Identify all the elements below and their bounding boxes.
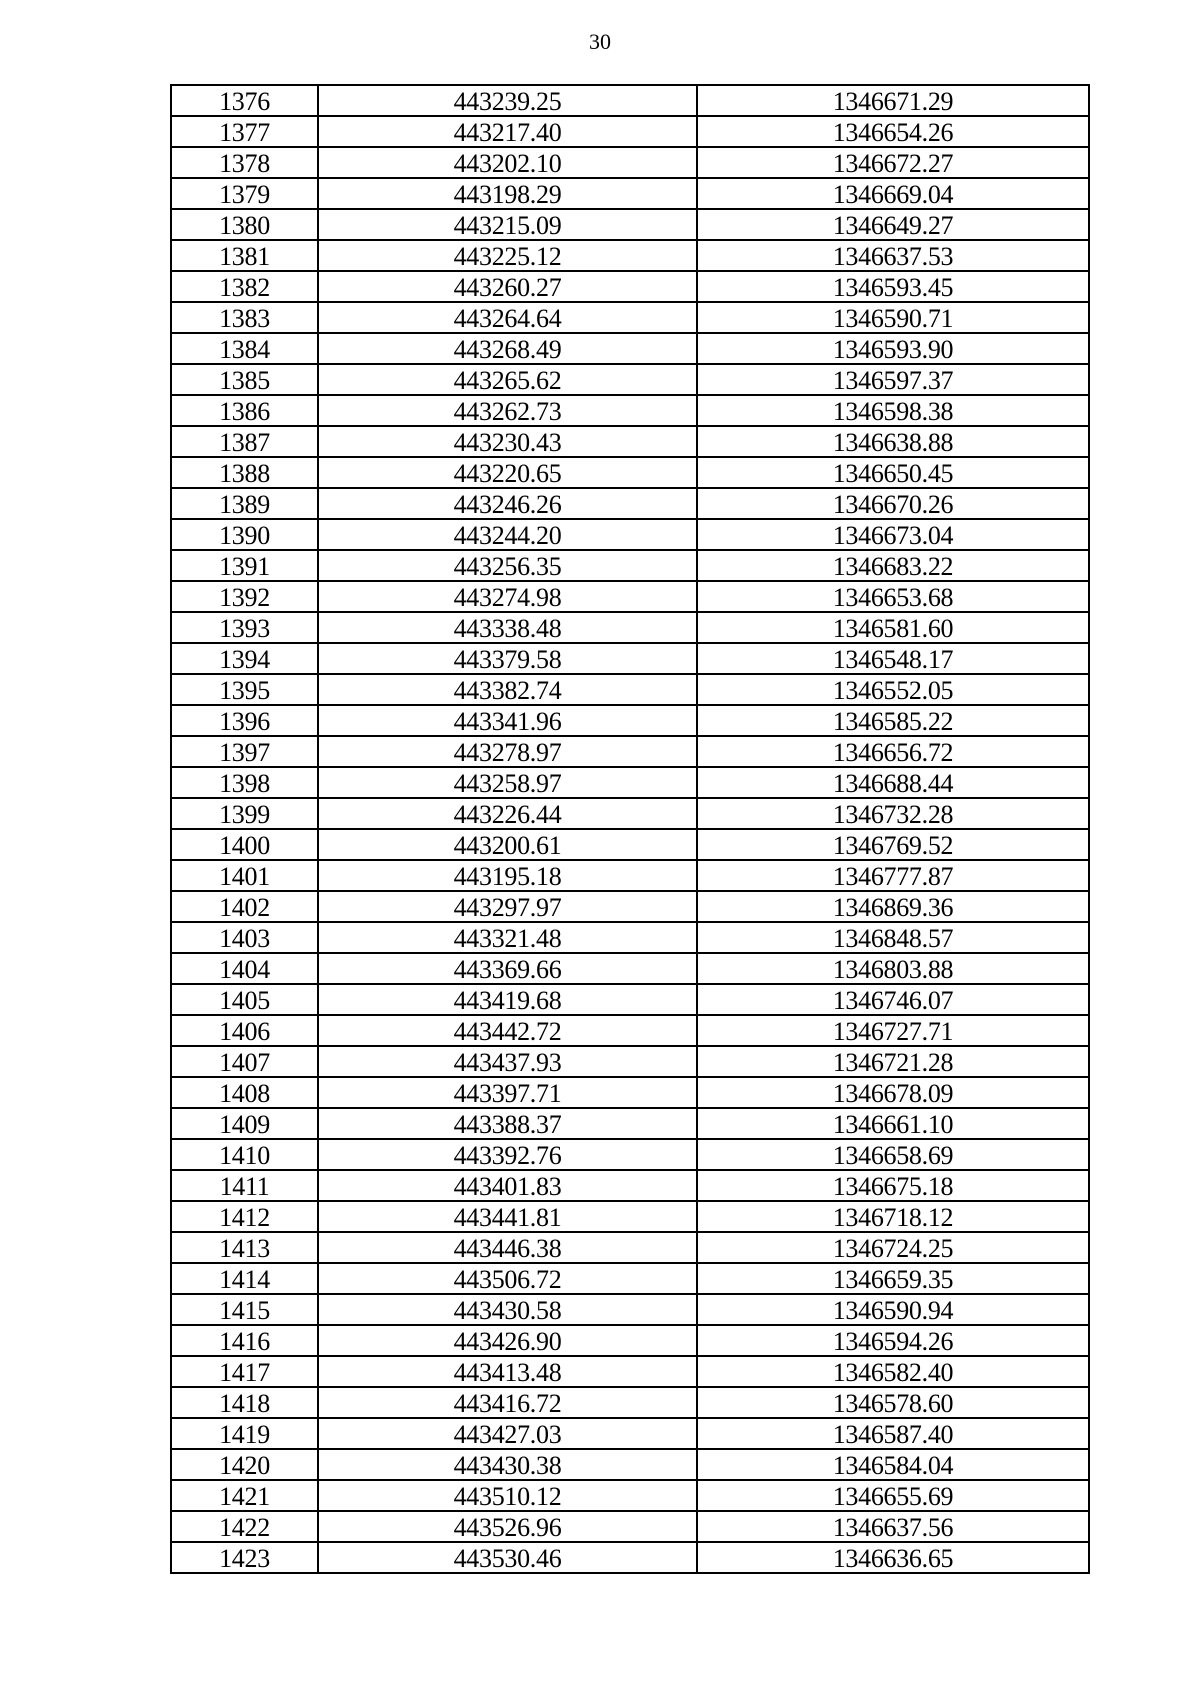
table-row — [171, 705, 1089, 736]
coordinate-table — [170, 84, 1090, 1574]
point-number-cell: 1421 — [171, 1480, 318, 1511]
table-row — [171, 1449, 1089, 1480]
y-coordinate-cell: 1346654.26 — [697, 116, 1089, 147]
table-row — [171, 984, 1089, 1015]
y-coordinate-cell: 1346659.35 — [697, 1263, 1089, 1294]
y-coordinate-cell: 1346653.68 — [697, 581, 1089, 612]
table-row — [171, 178, 1089, 209]
point-number-cell: 1409 — [171, 1108, 318, 1139]
x-coordinate-cell: 443526.96 — [318, 1511, 697, 1542]
y-coordinate-cell: 1346661.10 — [697, 1108, 1089, 1139]
point-number-cell: 1401 — [171, 860, 318, 891]
table-row — [171, 1232, 1089, 1263]
y-coordinate-cell: 1346869.36 — [697, 891, 1089, 922]
table-row — [171, 364, 1089, 395]
point-number-cell: 1380 — [171, 209, 318, 240]
table-row — [171, 550, 1089, 581]
y-coordinate-cell: 1346746.07 — [697, 984, 1089, 1015]
point-number-cell: 1377 — [171, 116, 318, 147]
table-row — [171, 643, 1089, 674]
point-number-cell: 1402 — [171, 891, 318, 922]
y-coordinate-cell: 1346594.26 — [697, 1325, 1089, 1356]
table-row — [171, 426, 1089, 457]
x-coordinate-cell: 443278.97 — [318, 736, 697, 767]
point-number-cell: 1379 — [171, 178, 318, 209]
y-coordinate-cell: 1346637.56 — [697, 1511, 1089, 1542]
x-coordinate-cell: 443215.09 — [318, 209, 697, 240]
x-coordinate-cell: 443246.26 — [318, 488, 697, 519]
table-row — [171, 1139, 1089, 1170]
point-number-cell: 1418 — [171, 1387, 318, 1418]
point-number-cell: 1411 — [171, 1170, 318, 1201]
table-row — [171, 1511, 1089, 1542]
y-coordinate-cell: 1346721.28 — [697, 1046, 1089, 1077]
x-coordinate-cell: 443226.44 — [318, 798, 697, 829]
y-coordinate-cell: 1346769.52 — [697, 829, 1089, 860]
y-coordinate-cell: 1346581.60 — [697, 612, 1089, 643]
x-coordinate-cell: 443430.38 — [318, 1449, 697, 1480]
y-coordinate-cell: 1346670.26 — [697, 488, 1089, 519]
y-coordinate-cell: 1346637.53 — [697, 240, 1089, 271]
y-coordinate-cell: 1346590.94 — [697, 1294, 1089, 1325]
x-coordinate-cell: 443230.43 — [318, 426, 697, 457]
x-coordinate-cell: 443397.71 — [318, 1077, 697, 1108]
y-coordinate-cell: 1346848.57 — [697, 922, 1089, 953]
x-coordinate-cell: 443220.65 — [318, 457, 697, 488]
y-coordinate-cell: 1346732.28 — [697, 798, 1089, 829]
x-coordinate-cell: 443530.46 — [318, 1542, 697, 1573]
table-row — [171, 1480, 1089, 1511]
y-coordinate-cell: 1346585.22 — [697, 705, 1089, 736]
table-row — [171, 1108, 1089, 1139]
y-coordinate-cell: 1346672.27 — [697, 147, 1089, 178]
x-coordinate-cell: 443442.72 — [318, 1015, 697, 1046]
point-number-cell: 1392 — [171, 581, 318, 612]
table-row — [171, 395, 1089, 426]
y-coordinate-cell: 1346584.04 — [697, 1449, 1089, 1480]
x-coordinate-cell: 443268.49 — [318, 333, 697, 364]
point-number-cell: 1403 — [171, 922, 318, 953]
y-coordinate-cell: 1346727.71 — [697, 1015, 1089, 1046]
y-coordinate-cell: 1346597.37 — [697, 364, 1089, 395]
point-number-cell: 1410 — [171, 1139, 318, 1170]
table-row — [171, 488, 1089, 519]
y-coordinate-cell: 1346678.09 — [697, 1077, 1089, 1108]
y-coordinate-cell: 1346675.18 — [697, 1170, 1089, 1201]
x-coordinate-cell: 443202.10 — [318, 147, 697, 178]
table-row — [171, 1077, 1089, 1108]
table-row — [171, 1294, 1089, 1325]
y-coordinate-cell: 1346656.72 — [697, 736, 1089, 767]
point-number-cell: 1404 — [171, 953, 318, 984]
y-coordinate-cell: 1346590.71 — [697, 302, 1089, 333]
y-coordinate-cell: 1346649.27 — [697, 209, 1089, 240]
x-coordinate-cell: 443195.18 — [318, 860, 697, 891]
y-coordinate-cell: 1346587.40 — [697, 1418, 1089, 1449]
x-coordinate-cell: 443441.81 — [318, 1201, 697, 1232]
x-coordinate-cell: 443258.97 — [318, 767, 697, 798]
point-number-cell: 1376 — [171, 85, 318, 116]
point-number-cell: 1419 — [171, 1418, 318, 1449]
table-row — [171, 860, 1089, 891]
table-row — [171, 736, 1089, 767]
x-coordinate-cell: 443388.37 — [318, 1108, 697, 1139]
page-number: 30 — [589, 29, 611, 54]
point-number-cell: 1389 — [171, 488, 318, 519]
point-number-cell: 1381 — [171, 240, 318, 271]
y-coordinate-cell: 1346777.87 — [697, 860, 1089, 891]
x-coordinate-cell: 443244.20 — [318, 519, 697, 550]
table-row — [171, 829, 1089, 860]
x-coordinate-cell: 443239.25 — [318, 85, 697, 116]
x-coordinate-cell: 443264.64 — [318, 302, 697, 333]
y-coordinate-cell: 1346650.45 — [697, 457, 1089, 488]
point-number-cell: 1400 — [171, 829, 318, 860]
table-row — [171, 240, 1089, 271]
x-coordinate-cell: 443430.58 — [318, 1294, 697, 1325]
table-row — [171, 302, 1089, 333]
point-number-cell: 1385 — [171, 364, 318, 395]
point-number-cell: 1388 — [171, 457, 318, 488]
point-number-cell: 1393 — [171, 612, 318, 643]
point-number-cell: 1414 — [171, 1263, 318, 1294]
table-row — [171, 674, 1089, 705]
point-number-cell: 1395 — [171, 674, 318, 705]
table-row — [171, 891, 1089, 922]
y-coordinate-cell: 1346598.38 — [697, 395, 1089, 426]
point-number-cell: 1391 — [171, 550, 318, 581]
table-row — [171, 1356, 1089, 1387]
point-number-cell: 1396 — [171, 705, 318, 736]
x-coordinate-cell: 443392.76 — [318, 1139, 697, 1170]
x-coordinate-cell: 443217.40 — [318, 116, 697, 147]
point-number-cell: 1390 — [171, 519, 318, 550]
y-coordinate-cell: 1346548.17 — [697, 643, 1089, 674]
point-number-cell: 1394 — [171, 643, 318, 674]
table-row — [171, 1263, 1089, 1294]
table-row — [171, 798, 1089, 829]
y-coordinate-cell: 1346803.88 — [697, 953, 1089, 984]
x-coordinate-cell: 443200.61 — [318, 829, 697, 860]
y-coordinate-cell: 1346636.65 — [697, 1542, 1089, 1573]
point-number-cell: 1420 — [171, 1449, 318, 1480]
table-row — [171, 1542, 1089, 1573]
x-coordinate-cell: 443262.73 — [318, 395, 697, 426]
point-number-cell: 1406 — [171, 1015, 318, 1046]
table-row — [171, 209, 1089, 240]
point-number-cell: 1413 — [171, 1232, 318, 1263]
x-coordinate-cell: 443341.96 — [318, 705, 697, 736]
table-row — [171, 333, 1089, 364]
x-coordinate-cell: 443379.58 — [318, 643, 697, 674]
y-coordinate-cell: 1346582.40 — [697, 1356, 1089, 1387]
table-row — [171, 767, 1089, 798]
table-row — [171, 457, 1089, 488]
point-number-cell: 1415 — [171, 1294, 318, 1325]
x-coordinate-cell: 443382.74 — [318, 674, 697, 705]
y-coordinate-cell: 1346658.69 — [697, 1139, 1089, 1170]
point-number-cell: 1399 — [171, 798, 318, 829]
point-number-cell: 1417 — [171, 1356, 318, 1387]
point-number-cell: 1382 — [171, 271, 318, 302]
point-number-cell: 1398 — [171, 767, 318, 798]
point-number-cell: 1412 — [171, 1201, 318, 1232]
table-row — [171, 953, 1089, 984]
point-number-cell: 1405 — [171, 984, 318, 1015]
table-row — [171, 116, 1089, 147]
x-coordinate-cell: 443198.29 — [318, 178, 697, 209]
x-coordinate-cell: 443321.48 — [318, 922, 697, 953]
x-coordinate-cell: 443260.27 — [318, 271, 697, 302]
point-number-cell: 1416 — [171, 1325, 318, 1356]
point-number-cell: 1386 — [171, 395, 318, 426]
y-coordinate-cell: 1346669.04 — [697, 178, 1089, 209]
point-number-cell: 1408 — [171, 1077, 318, 1108]
table-row — [171, 519, 1089, 550]
point-number-cell: 1387 — [171, 426, 318, 457]
coordinate-table-body — [171, 85, 1089, 1573]
x-coordinate-cell: 443338.48 — [318, 612, 697, 643]
y-coordinate-cell: 1346638.88 — [697, 426, 1089, 457]
x-coordinate-cell: 443413.48 — [318, 1356, 697, 1387]
table-row — [171, 1418, 1089, 1449]
x-coordinate-cell: 443297.97 — [318, 891, 697, 922]
x-coordinate-cell: 443446.38 — [318, 1232, 697, 1263]
x-coordinate-cell: 443506.72 — [318, 1263, 697, 1294]
table-row — [171, 1015, 1089, 1046]
table-row — [171, 922, 1089, 953]
y-coordinate-cell: 1346688.44 — [697, 767, 1089, 798]
x-coordinate-cell: 443274.98 — [318, 581, 697, 612]
x-coordinate-cell: 443437.93 — [318, 1046, 697, 1077]
x-coordinate-cell: 443256.35 — [318, 550, 697, 581]
x-coordinate-cell: 443426.90 — [318, 1325, 697, 1356]
table-row — [171, 1046, 1089, 1077]
x-coordinate-cell: 443401.83 — [318, 1170, 697, 1201]
x-coordinate-cell: 443427.03 — [318, 1418, 697, 1449]
table-row — [171, 85, 1089, 116]
y-coordinate-cell: 1346718.12 — [697, 1201, 1089, 1232]
table-row — [171, 612, 1089, 643]
table-row — [171, 1387, 1089, 1418]
x-coordinate-cell: 443510.12 — [318, 1480, 697, 1511]
point-number-cell: 1397 — [171, 736, 318, 767]
table-row — [171, 1170, 1089, 1201]
table-row — [171, 271, 1089, 302]
table-row — [171, 1201, 1089, 1232]
x-coordinate-cell: 443369.66 — [318, 953, 697, 984]
point-number-cell: 1422 — [171, 1511, 318, 1542]
x-coordinate-cell: 443225.12 — [318, 240, 697, 271]
x-coordinate-cell: 443419.68 — [318, 984, 697, 1015]
table-row — [171, 147, 1089, 178]
y-coordinate-cell: 1346552.05 — [697, 674, 1089, 705]
y-coordinate-cell: 1346671.29 — [697, 85, 1089, 116]
table-row — [171, 1325, 1089, 1356]
y-coordinate-cell: 1346655.69 — [697, 1480, 1089, 1511]
point-number-cell: 1378 — [171, 147, 318, 178]
table-row — [171, 581, 1089, 612]
y-coordinate-cell: 1346593.45 — [697, 271, 1089, 302]
point-number-cell: 1383 — [171, 302, 318, 333]
point-number-cell: 1384 — [171, 333, 318, 364]
y-coordinate-cell: 1346578.60 — [697, 1387, 1089, 1418]
x-coordinate-cell: 443265.62 — [318, 364, 697, 395]
y-coordinate-cell: 1346724.25 — [697, 1232, 1089, 1263]
point-number-cell: 1407 — [171, 1046, 318, 1077]
y-coordinate-cell: 1346683.22 — [697, 550, 1089, 581]
point-number-cell: 1423 — [171, 1542, 318, 1573]
x-coordinate-cell: 443416.72 — [318, 1387, 697, 1418]
y-coordinate-cell: 1346673.04 — [697, 519, 1089, 550]
y-coordinate-cell: 1346593.90 — [697, 333, 1089, 364]
